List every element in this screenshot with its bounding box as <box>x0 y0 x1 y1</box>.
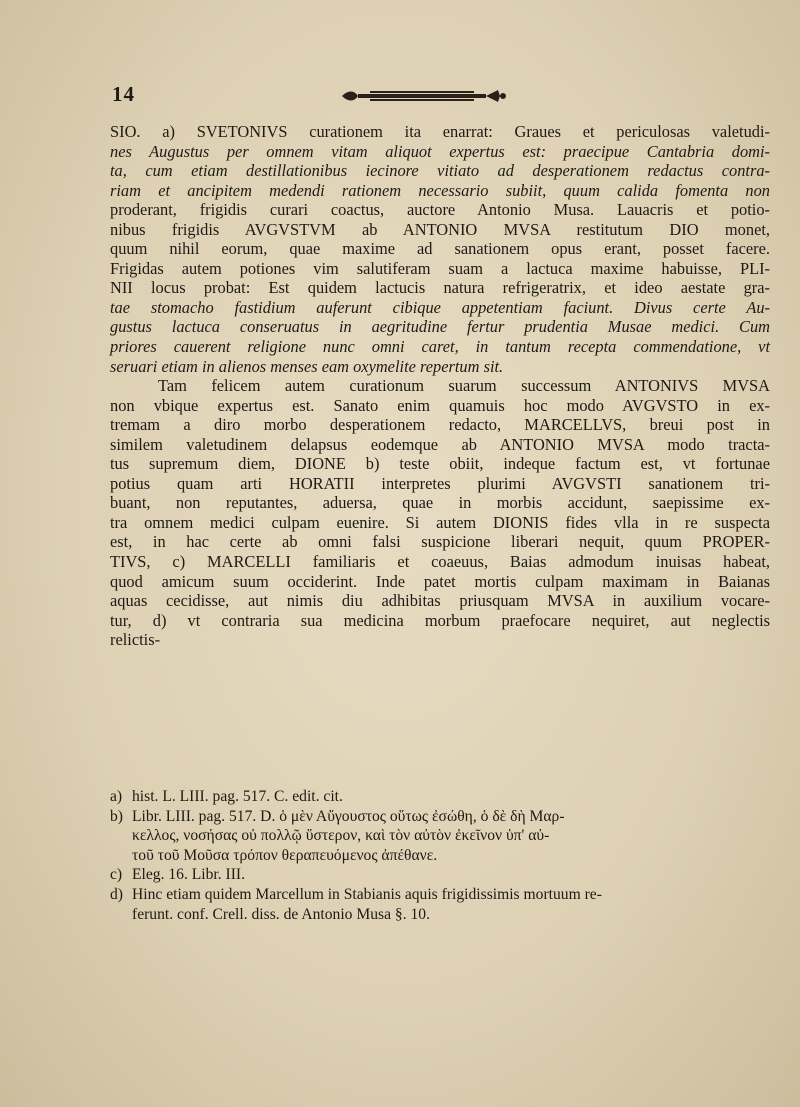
body-line: Tam felicem autem curationum suarum successum ANTONIVS MVSA <box>158 376 770 396</box>
body-line: potius quam arti HORATII interpretes plurimi AVGVSTI sanationem tri- <box>110 473 770 493</box>
body-line: SIO. a) SVETONIVS curationem ita enarrat: Graues et periculosas valetudi- <box>110 122 770 141</box>
footnote-text: Libr. LIII. pag. 517. D. ὁ μὲν Αὔγουστος οὕτως ἐσώθη, ὁ δὲ δὴ Μαρ- <box>132 807 565 825</box>
body-line: buant, non reputantes, aduersa, quae in morbis accidunt, saepissime ex- <box>110 493 770 513</box>
body-line: Frigidas autem potiones vim salutiferam suam a lactuca maxime habuisse, PLI- <box>110 258 770 278</box>
footnote <box>110 885 770 905</box>
footnote-text: Eleg. 16. Libr. III. <box>132 866 246 884</box>
body-line: riam et ancipitem medendi rationem necessario subiit, quum calida fomenta non <box>110 180 770 200</box>
body-line: similem valetudinem delapsus eodemque ab ANTONIO MVSA modo tracta- <box>110 434 770 454</box>
body-line: seruari etiam in alienos menses eam oxymelite repertum sit. <box>110 356 504 376</box>
footnote-label: b) <box>110 807 123 825</box>
body-line: aquas cecidisse, aut nimis diu adhibitas priusquam MVSA in auxilium vocare- <box>110 591 770 611</box>
footnote-label: d) <box>110 885 123 903</box>
footnote-continuation: κελλος, νοσήσας οὐ πολλῷ ὕστερον, καὶ τὸν αὐτὸν ἐκεῖνον ὑπ' αὐ- <box>132 827 550 845</box>
page-number: 14 <box>112 82 135 106</box>
body-line: non vbique expertus est. Sanato enim quamuis hoc modo AVGVSTO in ex- <box>110 395 770 415</box>
body-line: tremam a diro morbo desperationem redacto, MARCELLVS, breui post in <box>110 415 770 435</box>
footnote-text: Hinc etiam quidem Marcellum in Stabianis aquis frigidissimis mortuum re- <box>132 885 602 903</box>
body-text <box>110 122 770 650</box>
body-line: TIVS, c) MARCELLI familiaris et coaeuus, Baias admodum inuisas habeat, <box>110 552 770 572</box>
body-line: nibus frigidis AVGVSTVM ab ANTONIO MVSA restitutum DIO monet, <box>110 219 770 239</box>
footnote <box>110 807 770 827</box>
catchword: relictis- <box>110 630 161 650</box>
body-line: quum nihil eorum, quae maxime ad sanationem opus erant, posset facere. <box>110 239 770 259</box>
footnote-continuation: ferunt. conf. Crell. diss. de Antonio Musa §. 10. <box>132 905 430 923</box>
body-line: quod amicum suum occiderint. Inde patet mortis culpam maximam in Baianas <box>110 571 770 591</box>
footnote <box>110 865 770 885</box>
footnote <box>110 787 770 807</box>
body-line: tur, d) vt contraria sua medicina morbum praefocare nequiret, aut neglectis <box>110 610 770 630</box>
ornament-rule <box>340 88 508 104</box>
body-line: tus supremum diem, DIONE b) teste obiit, indeque factum est, vt fortunae <box>110 454 770 474</box>
footnote-label: a) <box>110 788 123 805</box>
body-line: proderant, frigidis curari coactus, auctore Antonio Musa. Lauacris et potio- <box>110 200 770 220</box>
footnotes <box>110 787 770 924</box>
body-line: nes Augustus per omnem vitam aliquot expertus est: praecipue Cantabria domi- <box>110 141 770 161</box>
footnote-continuation: τοῦ τοῦ Μοῦσα τρόπον θεραπευόμενος ἀπέθανε. <box>132 846 438 864</box>
body-line: NII locus probat: Est quidem lactucis natura refrigeratrix, et ideo aestate gra- <box>110 278 770 298</box>
footnote-label: c) <box>110 866 123 884</box>
body-line: ta, cum etiam destillationibus iecinore vitiato ad desperationem redactus contra- <box>110 161 770 181</box>
body-line: tae stomacho fastidium auferunt cibique appetentiam faciunt. Divus certe Au- <box>110 297 770 317</box>
footnote-text: hist. L. LIII. pag. 517. C. edit. cit. <box>132 788 343 805</box>
body-line: priores cauerent religione nunc omni caret, in tantum recepta commendatione, vt <box>110 337 770 357</box>
body-line: gustus lactuca conseruatus in aegritudine fertur prudentia Musae medici. Cum <box>110 317 770 337</box>
body-line: tra omnem medici culpam euenire. Si autem DIONIS fides vlla in re suspecta <box>110 512 770 532</box>
body-line: est, in hac certe ab omni falsi suspicione liberari nequit, quum PROPER- <box>110 532 770 552</box>
